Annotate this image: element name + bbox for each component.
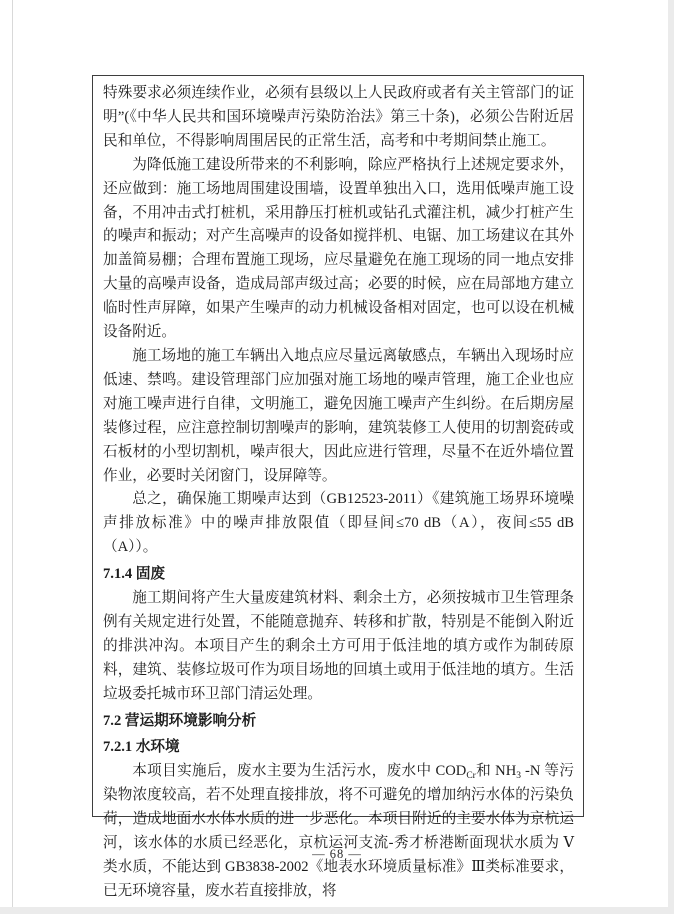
section-heading [103, 710, 574, 734]
paragraph [103, 154, 574, 345]
paragraph [103, 587, 574, 707]
scan-edge-left [12, 0, 13, 914]
paragraph [103, 345, 574, 488]
text-segment: 施工场地的施工车辆出入地点应尽量远离敏感点，车辆出入现场时应低速、禁鸣。建设管理部门应加强对施工场地的噪声管理，施工企业也应对施工噪声进行自律，文明施工，避免因施工噪声产生纠纷。在后期房屋装修过程，应注意控制切割噪声的影响，建筑装修工人使用的切割瓷砖或石板材的小型切割机，噪声很大，因此应进行管理，尽量不在近外墙位置作业，必要时关闭窗门，设屏障等。 [103, 347, 574, 484]
page-number: — 68 — [312, 847, 362, 861]
text-segment: 施工期间将产生大量废建筑材料、剩余土方，必须按城市卫生管理条例有关规定进行处置，不能随意抛弃、转移和扩散，特别是不能倒入附近的排洪冲沟。本项目产生的剩余土方可用于低洼地的填方或作为制砖原料，建筑、装修垃圾可作为项目场地的回填土或用于低洼地的填方。生活垃圾委托城市环卫部门清运处理。 [103, 590, 574, 702]
text-segment: 7.1.4 固废 [103, 566, 166, 583]
text-segment: -N 等污染物浓度较高，若不处理直接排放，将不可避免的增加纳污水体的污染负荷，造成地面水水体水质的进一步恶化。本项目附近的主要水体为京杭运河，该水体的水质已经恶化，京杭运河支流-秀才桥港断面现状水质为 Ⅴ 类水质，不能达到 GB3838-2002《地表水环境质量标准》Ⅲ类标准要求，已无环境容量，废水若直接排放，将 [103, 763, 574, 899]
text-segment: 总之，确保施工期噪声达到（GB12523-2011）《建筑施工场界环境噪声排放标准》中的噪声排放限值（即昼间≤70 dB（A），夜间≤55 dB（A））。 [103, 491, 574, 556]
page-footer [0, 847, 674, 862]
section-heading [103, 736, 574, 760]
subscript-text: 3 [516, 771, 521, 782]
scan-edge-bottom [0, 907, 674, 914]
paragraph [103, 82, 574, 154]
text-segment: 7.2 营运期环境影响分析 [103, 712, 257, 729]
paragraph [103, 760, 574, 903]
text-segment: 特殊要求必须连续作业，必须有县级以上人民政府或者有关主管部门的证明”(《中华人民共和国环境噪声污染防治法》第三十条)，必须公告附近居民和单位，不得影响周围居民的正常生活，高考和中考期间禁止施工。 [103, 85, 574, 149]
document-body [103, 82, 574, 904]
scan-edge-right [668, 0, 674, 914]
paragraph [103, 488, 574, 560]
subscript-text: Cr [466, 771, 476, 782]
text-segment: 为降低施工建设所带来的不利影响，除应严格执行上述规定要求外，还应做到：施工场地周围建设围墙，设置单独出入口，选用低噪声施工设备，不用冲击式打桩机，采用静压打桩机或钻孔式灌注机，减少打桩产生的噪声和振动；对产生高噪声的设备如搅拌机、电锯、加工场建议在其外加盖简易棚；合理布置施工现场，应尽量避免在施工现场的同一地点安排大量的高噪声设备，造成局部声级过高；必要的时候，应在局部地方建立临时性声屏障，如果产生噪声的动力机械设备相对固定，也可以设在机械设备附近。 [103, 156, 574, 341]
text-segment: 和 NH [475, 763, 517, 780]
text-segment: 本项目实施后，废水主要为生活污水，废水中 COD [132, 763, 467, 780]
section-heading [103, 563, 574, 587]
text-segment: 7.2.1 水环境 [103, 739, 180, 756]
